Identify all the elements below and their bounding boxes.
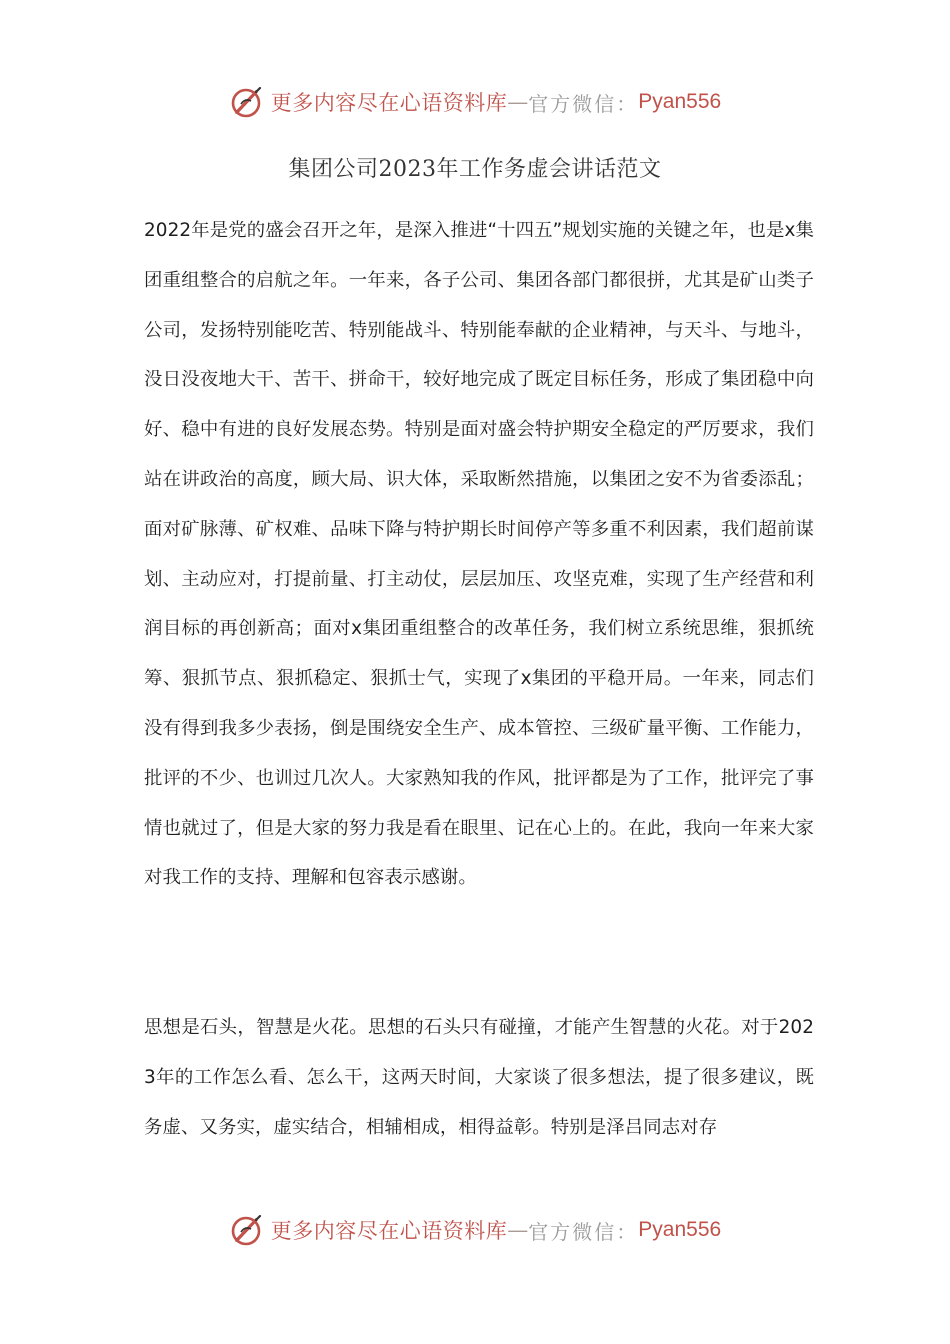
wechat-id: Pyan556 — [638, 90, 722, 113]
official-wechat-label: 官方微信： — [528, 1219, 639, 1244]
body-paragraph: 思想是石头，智慧是火花。思想的石头只有碰撞，才能产生智慧的火花。对于2023年的工作怎么看、怎么干，这两天时间，大家谈了很多想法，提了很多建议，既务虚、又务实，虚实结合，相辅相成，相得益彰。特别是泽吕同志对存 — [144, 1017, 814, 1138]
wechat-id: Pyan556 — [638, 1218, 722, 1241]
footer-banner — [0, 1210, 950, 1250]
header-banner — [0, 82, 950, 122]
official-wechat-label: 官方微信： — [528, 91, 639, 116]
promo-text: 更多内容尽在心语资料库 — [270, 91, 508, 115]
banner-separator: — — [507, 90, 529, 114]
pen-logo-icon — [229, 84, 265, 120]
document-title: 集团公司2023年工作务虚会讲话范文 — [288, 157, 662, 182]
promo-text: 更多内容尽在心语资料库 — [270, 1219, 508, 1243]
banner-separator: — — [507, 1218, 529, 1242]
body-paragraph: 2022年是党的盛会召开之年，是深入推进“十四五”规划实施的关键之年，也是x集团重组整合的启航之年。一年来，各子公司、集团各部门都很拼，尤其是矿山类子公司，发扬特别能吃苦、特别能战斗、特别能奉献的企业精神，与天斗、与地斗，没日没夜地大干、苦干、拼命干，较好地完成了既定目标任务，形成了集团稳中向好、稳中有进的良好发展态势。特别是面对盛会特护期安全稳定的严厉要求，我们站在讲政治的高度，顾大局、识大体，采取断然措施，以集团之安不为省委添乱；面对矿脉薄、矿权难、品味下降与特护期长时间停产等多重不利因素，我们超前谋划、主动应对，打提前量、打主动仗，层层加压、攻坚克难，实现了生产经营和利润目标的再创新高；面对x集团重组整合的改革任务，我们树立系统思维，狠抓统筹、狠抓节点、狠抓稳定、狠抓士气，实现了x集团的平稳开局。一年来，同志们没有得到我多少表扬，倒是围绕安全生产、成本管控、三级矿量平衡、工作能力，批评的不少、也训过几次人。大家熟知我的作风，批评都是为了工作，批评完了事情也就过了，但是大家的努力我是看在眼里、记在心上的。在此，我向一年来大家对我工作的支持、理解和包容表示感谢。 — [144, 220, 814, 889]
pen-logo-icon — [229, 1212, 265, 1248]
